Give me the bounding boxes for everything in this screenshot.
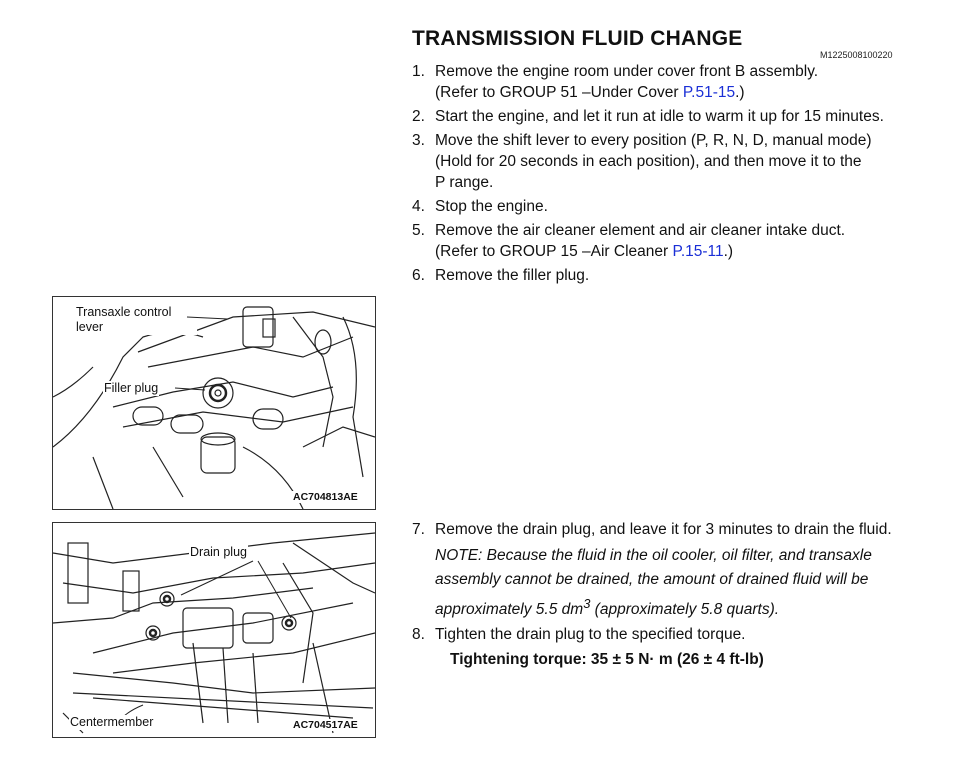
step-8 [412,624,932,645]
step-7 [412,519,932,540]
step-text: Tighten the drain plug to the specified torque. [435,626,746,644]
step-number: 2. [412,108,425,125]
step-number: 8. [412,626,425,644]
figure-drain-plug [52,522,376,738]
document-id: M1225008100220 [820,50,893,60]
step-text: Remove the engine room under cover front B assembly. [435,63,819,80]
note-text: NOTE: Because the fluid in the oil cooler, oil filter, and transaxle assembly cannot be drained, the amount of drained fluid will be approximately 5.5 dm [435,547,872,619]
page-title: TRANSMISSION FLUID CHANGE [412,27,743,50]
reference-text: (Refer to GROUP 15 –Air Cleaner [435,243,673,260]
reference-end: .) [723,243,734,260]
note [435,544,932,622]
step-text: Move the shift lever to every position (P, R, N, D, manual mode) (Hold for 20 seconds in each position), and then move it to the P range. [435,132,872,191]
note-text-end: (approximately 5.8 quarts). [590,601,780,619]
torque-spec: Tightening torque: 35 ± 5 N· m (26 ± 4 ft-lb) [450,651,764,669]
label-centermember: Centermember [70,715,154,729]
step-number: 4. [412,198,425,215]
step-text: Remove the filler plug. [435,267,590,284]
step-3 [412,130,932,193]
step-1 [412,61,932,103]
step-text: Stop the engine. [435,198,548,215]
note-superscript: 3 [583,596,591,611]
steps-bottom [412,519,932,670]
step-5 [412,220,932,262]
step-text: Remove the air cleaner element and air cleaner intake duct. [435,222,846,239]
step-4 [412,196,932,217]
reference-text: (Refer to GROUP 51 –Under Cover [435,84,683,101]
figure-filler-plug [52,296,376,510]
page-link[interactable]: P.15-11 [672,243,724,260]
steps-top [412,61,932,289]
figure-code: AC704813AE [293,491,358,503]
step-number: 5. [412,222,425,239]
step-2 [412,106,932,127]
step-number: 1. [412,63,425,80]
reference-end: .) [735,84,745,101]
step-6 [412,265,932,286]
figure-code: AC704517AE [293,719,358,731]
label-filler-plug: Filler plug [104,381,159,395]
label-drain-plug: Drain plug [190,545,247,559]
page-link[interactable]: P.51-15 [682,84,736,101]
step-number: 7. [412,521,425,538]
step-number: 6. [412,267,425,284]
label-transaxle-control-lever: Transaxle control lever [75,305,197,335]
step-text: Remove the drain plug, and leave it for 3 minutes to drain the fluid. [435,521,892,538]
step-number: 3. [412,132,425,149]
step-text: Start the engine, and let it run at idle to warm it up for 15 minutes. [435,108,884,125]
